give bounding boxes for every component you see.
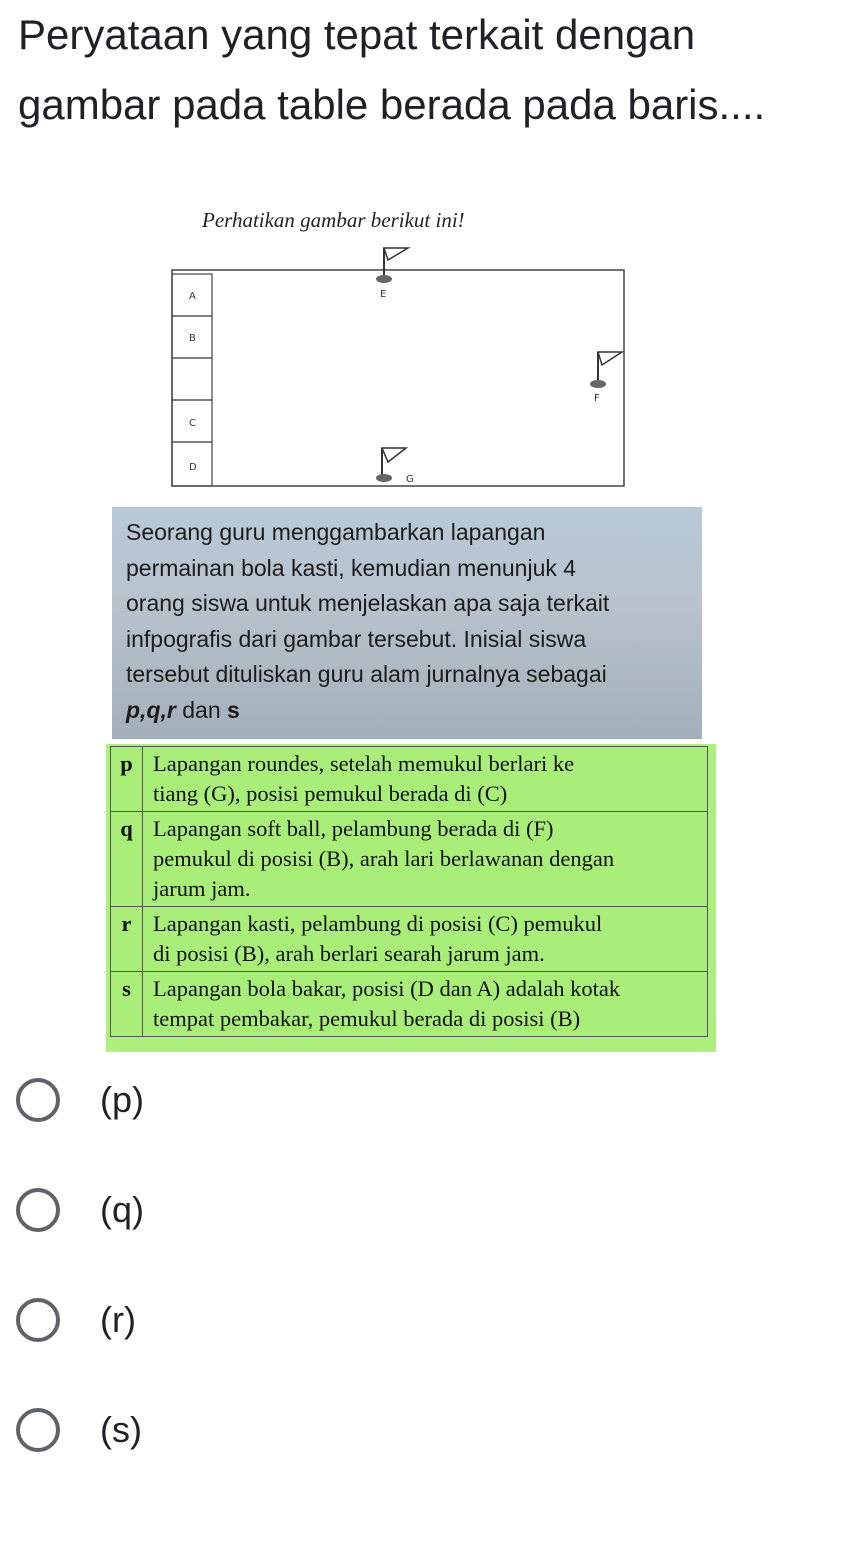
student-initial-last: s	[227, 696, 240, 723]
statement-line: di posisi (B), arah berlari searah jarum jam.	[153, 941, 545, 966]
label-a: A	[189, 291, 196, 302]
label-d: D	[189, 462, 197, 473]
statement-line: Lapangan soft ball, pelambung berada di (F)	[153, 816, 554, 841]
radio-button[interactable]	[16, 1298, 60, 1342]
figure-heading: Perhatikan gambar berikut ini!	[202, 208, 465, 232]
radio-button[interactable]	[16, 1078, 60, 1122]
statement-table	[110, 746, 708, 1037]
description-line	[126, 693, 692, 729]
row-letter: s	[111, 972, 143, 1037]
row-letter: p	[111, 747, 143, 812]
label-e: E	[380, 289, 387, 300]
description-line: tersebut dituliskan guru alam jurnalnya sebagai	[126, 661, 607, 687]
statement-line: Lapangan kasti, pelambung di posisi (C) pemukul	[153, 911, 603, 936]
option-p[interactable]	[16, 1070, 416, 1130]
table-row	[111, 907, 708, 972]
description-conjunction: dan	[175, 696, 227, 723]
statement-line: tempat pembakar, pemukul berada di posisi (B)	[153, 1006, 581, 1031]
description-line: Seorang guru menggambarkan lapangan	[126, 519, 546, 545]
option-q[interactable]	[16, 1180, 416, 1240]
option-label: (r)	[100, 1299, 136, 1340]
row-statement	[143, 812, 708, 907]
option-r[interactable]	[16, 1290, 416, 1350]
option-s[interactable]	[16, 1400, 416, 1460]
statement-line: Lapangan roundes, setelah memukul berlari ke	[153, 751, 575, 776]
question-text: Peryataan yang tepat terkait dengan gambar pada table berada pada baris....	[18, 11, 766, 128]
statement-line: pemukul di posisi (B), arah lari berlawanan dengan	[153, 846, 615, 871]
statement-line: tiang (G), posisi pemukul berada di (C)	[153, 781, 508, 806]
row-statement	[143, 972, 708, 1037]
label-b: B	[189, 333, 196, 344]
statement-line: Lapangan bola bakar, posisi (D dan A) adalah kotak	[153, 976, 621, 1001]
option-label: (s)	[100, 1409, 142, 1450]
label-f: F	[594, 393, 600, 404]
table-row	[111, 747, 708, 812]
description-line: infpografis dari gambar tersebut. Inisial siswa	[126, 625, 587, 652]
row-letter: r	[111, 907, 143, 972]
table-row	[111, 812, 708, 907]
description-line: permainan bola kasti, kemudian menunjuk 4	[126, 554, 577, 581]
option-label: (q)	[100, 1189, 144, 1230]
field-diagram	[106, 200, 718, 500]
statement-table-wrap	[106, 744, 716, 1052]
label-g: G	[406, 474, 414, 485]
description-box	[112, 507, 702, 739]
row-letter: q	[111, 812, 143, 907]
row-statement	[143, 907, 708, 972]
radio-button[interactable]	[16, 1188, 60, 1232]
row-statement	[143, 747, 708, 812]
table-row	[111, 972, 708, 1037]
student-initials: p,q,r	[126, 696, 176, 723]
statement-line: jarum jam.	[153, 876, 251, 901]
radio-button[interactable]	[16, 1408, 60, 1452]
label-c: C	[189, 418, 196, 429]
description-line: orang siswa untuk menjelaskan apa saja terkait	[126, 590, 610, 616]
question-figure	[106, 200, 718, 1055]
option-label: (p)	[100, 1079, 144, 1120]
